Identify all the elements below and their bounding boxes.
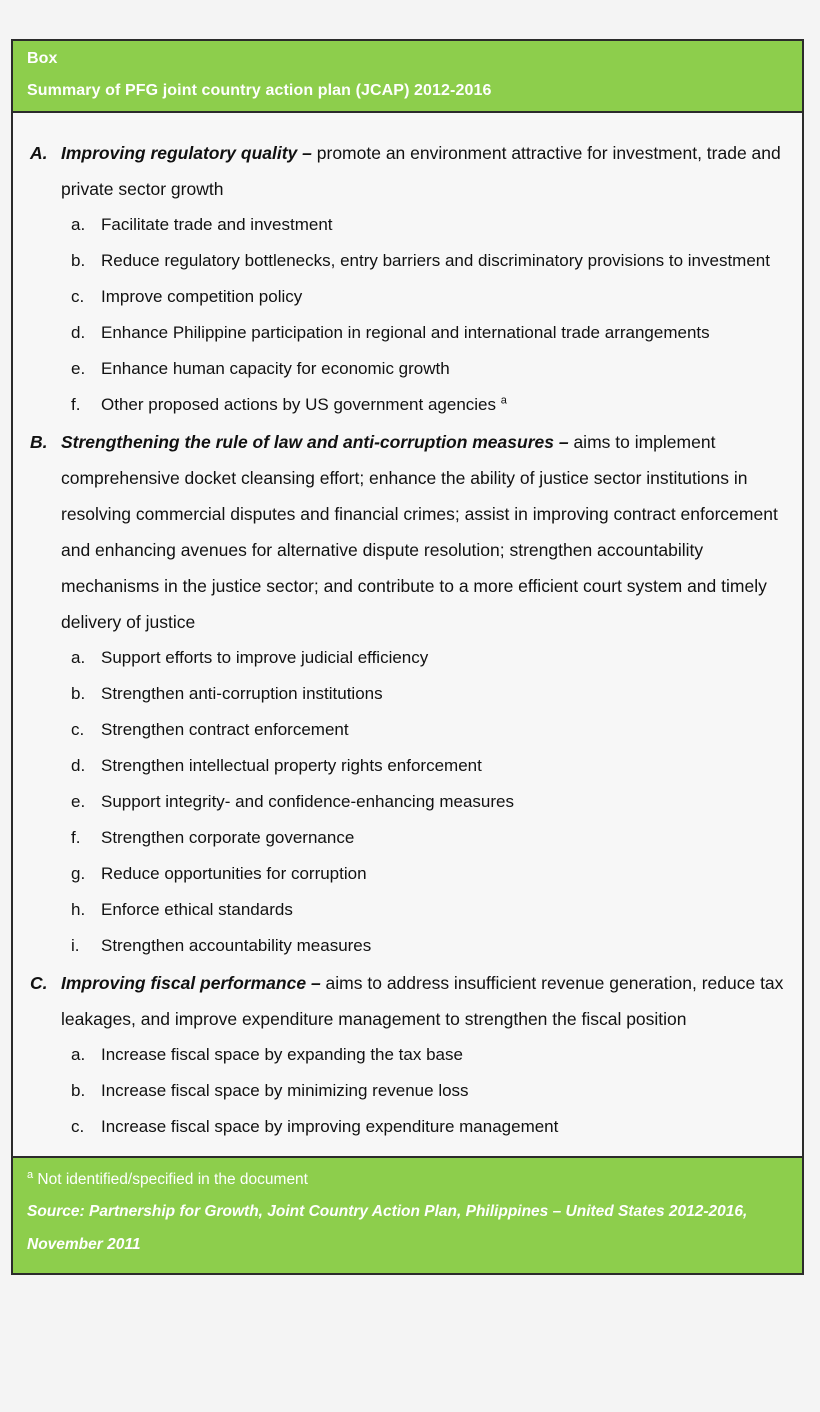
sub-item-text: Increase fiscal space by expanding the tax base: [101, 1045, 463, 1064]
section-heading-emphasis: Strengthening the rule of law and anti-corruption measures: [61, 432, 554, 452]
source-line: Source: Partnership for Growth, Joint Country Action Plan, Philippines – United States 2012-2016, November 2011: [27, 1203, 748, 1253]
sub-item: [19, 784, 792, 820]
sub-item-text: Strengthen accountability measures: [101, 936, 372, 955]
section-heading-dash: –: [306, 973, 326, 993]
sub-item-text-wrap: [101, 387, 784, 423]
sub-item-marker: e.: [71, 792, 86, 811]
sub-item-marker: a.: [71, 215, 86, 234]
sub-item-footnote-marker: a: [500, 394, 507, 407]
sub-item-text: Enhance human capacity for economic growth: [101, 359, 450, 378]
sub-item-text-wrap: [101, 928, 784, 964]
sub-item-marker: i.: [71, 936, 80, 955]
sub-item: [19, 1073, 792, 1109]
sub-item-text: Reduce regulatory bottlenecks, entry barriers and discriminatory provisions to investment: [101, 251, 770, 270]
sub-item-text-wrap: [101, 784, 784, 820]
sub-item-text: Support integrity- and confidence-enhancing measures: [101, 792, 514, 811]
sub-item-text-wrap: [101, 1073, 784, 1109]
section-heading-row: [19, 424, 792, 640]
box-header: [13, 41, 802, 113]
sub-item-marker: c.: [71, 287, 85, 306]
sub-item: [19, 279, 792, 315]
section-description: aims to implement comprehensive docket cleansing effort; enhance the ability of justice sector institutions in resolving commercial disputes and financial crimes; assist in improving contract enforcement and enhancing avenues for alternative dispute resolution; strengthen accountability mechanisms in the justice sector; and contribute to a more efficient court system and timely delivery of justice: [61, 432, 778, 632]
sub-item-text: Increase fiscal space by improving expenditure management: [101, 1117, 559, 1136]
sub-item-text-wrap: [101, 676, 784, 712]
footnote-text: Not identified/specified in the document: [33, 1171, 308, 1188]
sub-item-text: Improve competition policy: [101, 287, 303, 306]
sub-item-text-wrap: [101, 820, 784, 856]
sub-item-marker: f.: [71, 828, 81, 847]
sub-item-text-wrap: [101, 748, 784, 784]
box-title: Summary of PFG joint country action plan (JCAP) 2012-2016: [27, 82, 492, 99]
sub-item-text: Increase fiscal space by minimizing revenue loss: [101, 1081, 469, 1100]
sections-list: [19, 135, 792, 1145]
sub-item-marker: d.: [71, 756, 86, 775]
sub-item-text-wrap: [101, 712, 784, 748]
sub-item-text-wrap: [101, 207, 784, 243]
sub-item: [19, 856, 792, 892]
box-footer: [13, 1156, 802, 1273]
sub-item-marker: b.: [71, 251, 86, 270]
sub-item-text: Strengthen contract enforcement: [101, 720, 349, 739]
sub-item-text: Strengthen intellectual property rights enforcement: [101, 756, 482, 775]
summary-box: [11, 39, 804, 1275]
section-heading-row: [19, 965, 792, 1037]
sub-item-marker: c.: [71, 1117, 85, 1136]
sub-item: [19, 1109, 792, 1145]
sub-item: [19, 928, 792, 964]
box-body: [13, 113, 802, 1156]
sub-item-text: Enhance Philippine participation in regional and international trade arrangements: [101, 323, 710, 342]
sub-item: [19, 748, 792, 784]
section: [19, 135, 792, 423]
sub-item-text-wrap: [101, 640, 784, 676]
sub-item-marker: d.: [71, 323, 86, 342]
footnote: [13, 1165, 802, 1195]
sub-item-marker: a.: [71, 1045, 86, 1064]
sub-item-marker: c.: [71, 720, 85, 739]
sub-item: [19, 640, 792, 676]
sub-item: [19, 243, 792, 279]
footnote-marker: a: [27, 1168, 34, 1181]
sub-item: [19, 387, 792, 423]
sub-item-text-wrap: [101, 351, 784, 387]
sub-item-marker: f.: [71, 395, 81, 414]
sub-item: [19, 207, 792, 243]
sub-item-marker: b.: [71, 1081, 86, 1100]
section-marker: B.: [30, 432, 48, 452]
section-heading-emphasis: Improving regulatory quality: [61, 143, 298, 163]
sub-item-marker: b.: [71, 684, 86, 703]
sub-item-text: Strengthen anti-corruption institutions: [101, 684, 383, 703]
section-heading-dash: –: [553, 432, 574, 452]
section-marker: A.: [30, 143, 48, 163]
sub-item: [19, 820, 792, 856]
sub-item-text-wrap: [101, 892, 784, 928]
sub-item-text: Facilitate trade and investment: [101, 215, 333, 234]
sub-item-marker: h.: [71, 900, 86, 919]
section-heading-text: [61, 424, 784, 640]
sub-item-text: Other proposed actions by US government agencies: [101, 395, 501, 414]
sub-item-text: Support efforts to improve judicial efficiency: [101, 648, 429, 667]
sub-item-text: Reduce opportunities for corruption: [101, 864, 367, 883]
section: [19, 424, 792, 964]
section: [19, 965, 792, 1145]
sub-item-marker: g.: [71, 864, 86, 883]
section-heading-text: [61, 135, 784, 207]
section-heading-text: [61, 965, 784, 1037]
sub-item-text-wrap: [101, 279, 784, 315]
sub-item: [19, 676, 792, 712]
sub-item: [19, 315, 792, 351]
sub-item-marker: e.: [71, 359, 86, 378]
sub-item: [19, 351, 792, 387]
sub-item-text: Strengthen corporate governance: [101, 828, 355, 847]
box-kicker: Box: [27, 50, 58, 67]
sub-item-text-wrap: [101, 1109, 784, 1145]
section-description: aims to address insufficient revenue generation, reduce tax leakages, and improve expenditure management to strengthen the fiscal position: [61, 973, 784, 1029]
sub-item-text: Enforce ethical standards: [101, 900, 293, 919]
sub-item-marker: a.: [71, 648, 86, 667]
section-heading-row: [19, 135, 792, 207]
sub-item: [19, 712, 792, 748]
section-marker: C.: [30, 973, 48, 993]
section-description: promote an environment attractive for investment, trade and private sector growth: [61, 143, 781, 199]
sub-item-text-wrap: [101, 856, 784, 892]
sub-item-text-wrap: [101, 1037, 784, 1073]
sub-item: [19, 1037, 792, 1073]
section-heading-emphasis: Improving fiscal performance: [61, 973, 307, 993]
sub-item-text-wrap: [101, 243, 784, 279]
sub-item-text-wrap: [101, 315, 784, 351]
sub-item: [19, 892, 792, 928]
section-heading-dash: –: [297, 143, 317, 163]
